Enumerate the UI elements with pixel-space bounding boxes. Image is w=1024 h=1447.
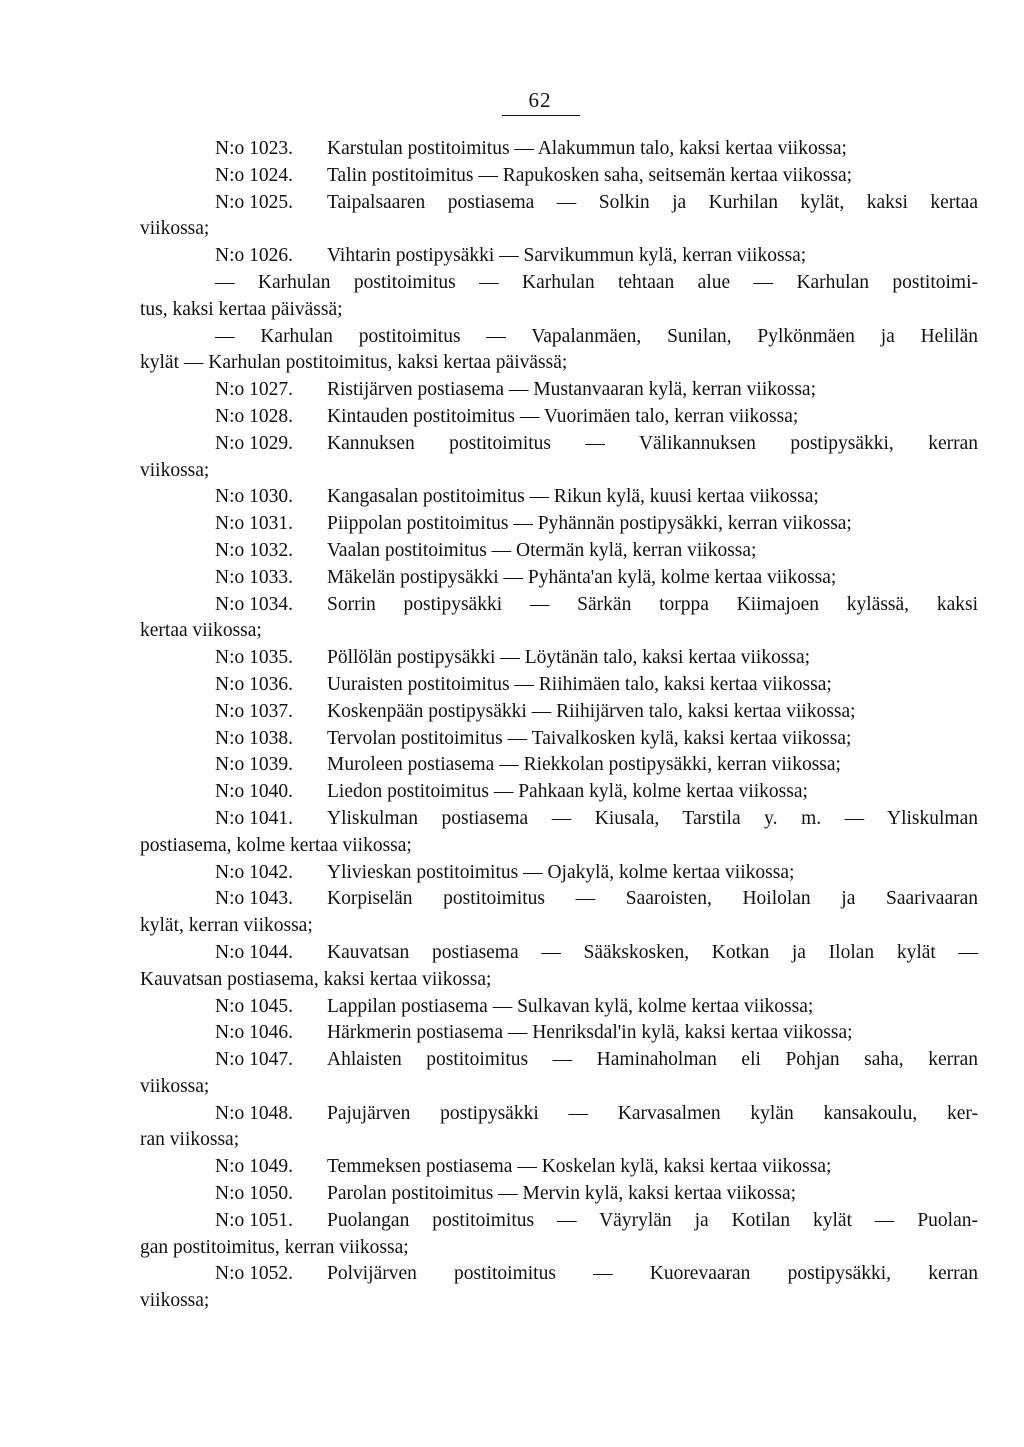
entry-line <box>0 484 1024 511</box>
continuation-line <box>0 1074 1024 1101</box>
entry-line <box>0 1154 1024 1181</box>
entry-number: N:o 1052. <box>215 1263 293 1285</box>
entry-number: N:o 1036. <box>215 673 293 695</box>
page-number-rule <box>502 115 580 116</box>
continuation-line <box>0 913 1024 940</box>
entry-number: N:o 1025. <box>215 191 293 213</box>
entry-line <box>0 565 1024 592</box>
entry-text: Polvijärven postitoimitus — Kuorevaaran postipysäkki, kerran <box>327 1263 978 1285</box>
entry-line <box>0 1047 1024 1074</box>
entry-line <box>0 163 1024 190</box>
entry-line <box>0 806 1024 833</box>
entry-number: N:o 1034. <box>215 593 293 615</box>
entry-line <box>0 699 1024 726</box>
entry-number: N:o 1049. <box>215 1156 293 1178</box>
entry-line <box>0 377 1024 404</box>
entry-number: N:o 1045. <box>215 995 293 1017</box>
entry-text: Liedon postitoimitus — Pahkaan kylä, kolme kertaa viikossa; <box>327 781 808 803</box>
entry-text: Talin postitoimitus — Rapukosken saha, seitsemän kertaa viikossa; <box>327 164 853 186</box>
entry-number: N:o 1039. <box>215 754 293 776</box>
entry-line <box>0 592 1024 619</box>
continuation-text: kertaa viikossa; <box>140 620 262 642</box>
page-number: 62 <box>528 88 552 112</box>
entry-number: N:o 1041. <box>215 807 293 829</box>
entry-line <box>0 431 1024 458</box>
continuation-line <box>0 216 1024 243</box>
sub-entry-text: — Karhulan postitoimitus — Vapalanmäen, Sunilan, Pylkönmäen ja Helilän <box>215 325 978 347</box>
continuation-text: viikossa; <box>140 218 210 240</box>
continuation-text: tus, kaksi kertaa päivässä; <box>140 298 343 320</box>
continuation-text: viikossa; <box>140 1075 210 1097</box>
entry-text: Piippolan postitoimitus — Pyhännän postipysäkki, kerran viikossa; <box>327 513 852 535</box>
entry-line <box>0 404 1024 431</box>
entry-text: Sorrin postipysäkki — Särkän torppa Kiimajoen kylässä, kaksi <box>327 593 978 615</box>
entry-number: N:o 1043. <box>215 888 293 910</box>
entry-number: N:o 1048. <box>215 1102 293 1124</box>
entry-text: Yliskulman postiasema — Kiusala, Tarstila y. m. — Yliskulman <box>327 807 978 829</box>
entry-line <box>0 136 1024 163</box>
continuation-line <box>0 458 1024 485</box>
entry-text: Kannuksen postitoimitus — Välikannuksen postipysäkki, kerran <box>327 432 978 454</box>
entry-number: N:o 1030. <box>215 486 293 508</box>
continuation-line <box>0 1235 1024 1262</box>
continuation-text: kylät, kerran viikossa; <box>140 915 313 937</box>
entry-number: N:o 1047. <box>215 1049 293 1071</box>
entry-line <box>0 1020 1024 1047</box>
entry-text: Taipalsaaren postiasema — Solkin ja Kurhilan kylät, kaksi kertaa <box>327 191 978 213</box>
entry-line <box>0 672 1024 699</box>
entry-text: Lappilan postiasema — Sulkavan kylä, kolme kertaa viikossa; <box>327 995 814 1017</box>
entry-number: N:o 1040. <box>215 781 293 803</box>
entry-text: Kangasalan postitoimitus — Rikun kylä, kuusi kertaa viikossa; <box>327 486 819 508</box>
entry-text: Parolan postitoimitus — Mervin kylä, kaksi kertaa viikossa; <box>327 1183 797 1205</box>
entry-number: N:o 1029. <box>215 432 293 454</box>
continuation-line <box>0 297 1024 324</box>
continuation-text: viikossa; <box>140 1290 210 1312</box>
entry-text: Tervolan postitoimitus — Taivalkosken kylä, kaksi kertaa viikossa; <box>327 727 852 749</box>
entry-number: N:o 1026. <box>215 245 293 267</box>
entry-number: N:o 1032. <box>215 539 293 561</box>
entry-text: Muroleen postiasema — Riekkolan postipysäkki, kerran viikossa; <box>327 754 841 776</box>
continuation-line <box>0 1288 1024 1315</box>
document-body <box>0 136 1024 1315</box>
entry-number: N:o 1033. <box>215 566 293 588</box>
entry-line <box>0 886 1024 913</box>
entry-line <box>0 190 1024 217</box>
entry-line <box>0 994 1024 1021</box>
entry-text: Mäkelän postipysäkki — Pyhänta'an kylä, kolme kertaa viikossa; <box>327 566 837 588</box>
entry-text: Ristijärven postiasema — Mustanvaaran kylä, kerran viikossa; <box>327 379 817 401</box>
entry-line <box>0 1208 1024 1235</box>
entry-text: Puolangan postitoimitus — Väyrylän ja Kotilan kylät — Puolan- <box>327 1209 978 1231</box>
entry-number: N:o 1024. <box>215 164 293 186</box>
continuation-line <box>0 350 1024 377</box>
continuation-line <box>0 1127 1024 1154</box>
entry-line <box>0 511 1024 538</box>
continuation-line <box>0 833 1024 860</box>
entry-number: N:o 1035. <box>215 647 293 669</box>
entry-text: Korpiselän postitoimitus — Saaroisten, Hoilolan ja Saarivaaran <box>327 888 978 910</box>
continuation-text: gan postitoimitus, kerran viikossa; <box>140 1236 409 1258</box>
entry-text: Temmeksen postiasema — Koskelan kylä, kaksi kertaa viikossa; <box>327 1156 832 1178</box>
sub-entry-text: — Karhulan postitoimitus — Karhulan tehtaan alue — Karhulan postitoimi- <box>215 271 978 293</box>
entry-text: Vaalan postitoimitus — Otermän kylä, kerran viikossa; <box>327 539 757 561</box>
entry-text: Pöllölän postipysäkki — Löytänän talo, kaksi kertaa viikossa; <box>327 647 811 669</box>
entry-number: N:o 1031. <box>215 513 293 535</box>
continuation-line <box>0 324 1024 351</box>
entry-line <box>0 1261 1024 1288</box>
entry-line <box>0 726 1024 753</box>
entry-text: Karstulan postitoimitus — Alakummun talo, kaksi kertaa viikossa; <box>327 138 847 159</box>
entry-number: N:o 1028. <box>215 405 293 427</box>
entry-line <box>0 779 1024 806</box>
entry-number: N:o 1037. <box>215 700 293 722</box>
entry-line <box>0 243 1024 270</box>
continuation-text: kylät — Karhulan postitoimitus, kaksi kertaa päivässä; <box>140 352 568 374</box>
entry-text: Uuraisten postitoimitus — Riihimäen talo, kaksi kertaa viikossa; <box>327 673 832 695</box>
continuation-text: viikossa; <box>140 459 210 481</box>
entry-line <box>0 860 1024 887</box>
entry-number: N:o 1050. <box>215 1183 293 1205</box>
entry-text: Koskenpään postipysäkki — Riihijärven talo, kaksi kertaa viikossa; <box>327 700 856 722</box>
entry-number: N:o 1051. <box>215 1209 293 1231</box>
continuation-text: postiasema, kolme kertaa viikossa; <box>140 834 412 856</box>
entry-number: N:o 1038. <box>215 727 293 749</box>
entry-line <box>0 1181 1024 1208</box>
entry-text: Kintauden postitoimitus — Vuorimäen talo, kerran viikossa; <box>327 405 799 427</box>
continuation-line <box>0 270 1024 297</box>
continuation-text: ran viikossa; <box>140 1129 240 1151</box>
entry-line <box>0 645 1024 672</box>
entry-number: N:o 1023. <box>215 138 293 159</box>
entry-text: Härkmerin postiasema — Henriksdal'in kylä, kaksi kertaa viikossa; <box>327 1022 853 1044</box>
entry-line <box>0 538 1024 565</box>
entry-text: Ylivieskan postitoimitus — Ojakylä, kolme kertaa viikossa; <box>327 861 795 883</box>
entry-text: Ahlaisten postitoimitus — Haminaholman eli Pohjan saha, kerran <box>327 1049 978 1071</box>
entry-line <box>0 940 1024 967</box>
entry-number: N:o 1042. <box>215 861 293 883</box>
entry-line <box>0 1101 1024 1128</box>
continuation-text: Kauvatsan postiasema, kaksi kertaa viikossa; <box>140 968 492 990</box>
entry-number: N:o 1046. <box>215 1022 293 1044</box>
continuation-line <box>0 618 1024 645</box>
entry-text: Pajujärven postipysäkki — Karvasalmen kylän kansakoulu, ker- <box>327 1102 978 1124</box>
entry-text: Kauvatsan postiasema — Sääkskosken, Kotkan ja Ilolan kylät — <box>327 941 978 963</box>
entry-number: N:o 1027. <box>215 379 293 401</box>
continuation-line <box>0 967 1024 994</box>
entry-line <box>0 752 1024 779</box>
entry-number: N:o 1044. <box>215 941 293 963</box>
entry-text: Vihtarin postipysäkki — Sarvikummun kylä, kerran viikossa; <box>327 245 807 267</box>
